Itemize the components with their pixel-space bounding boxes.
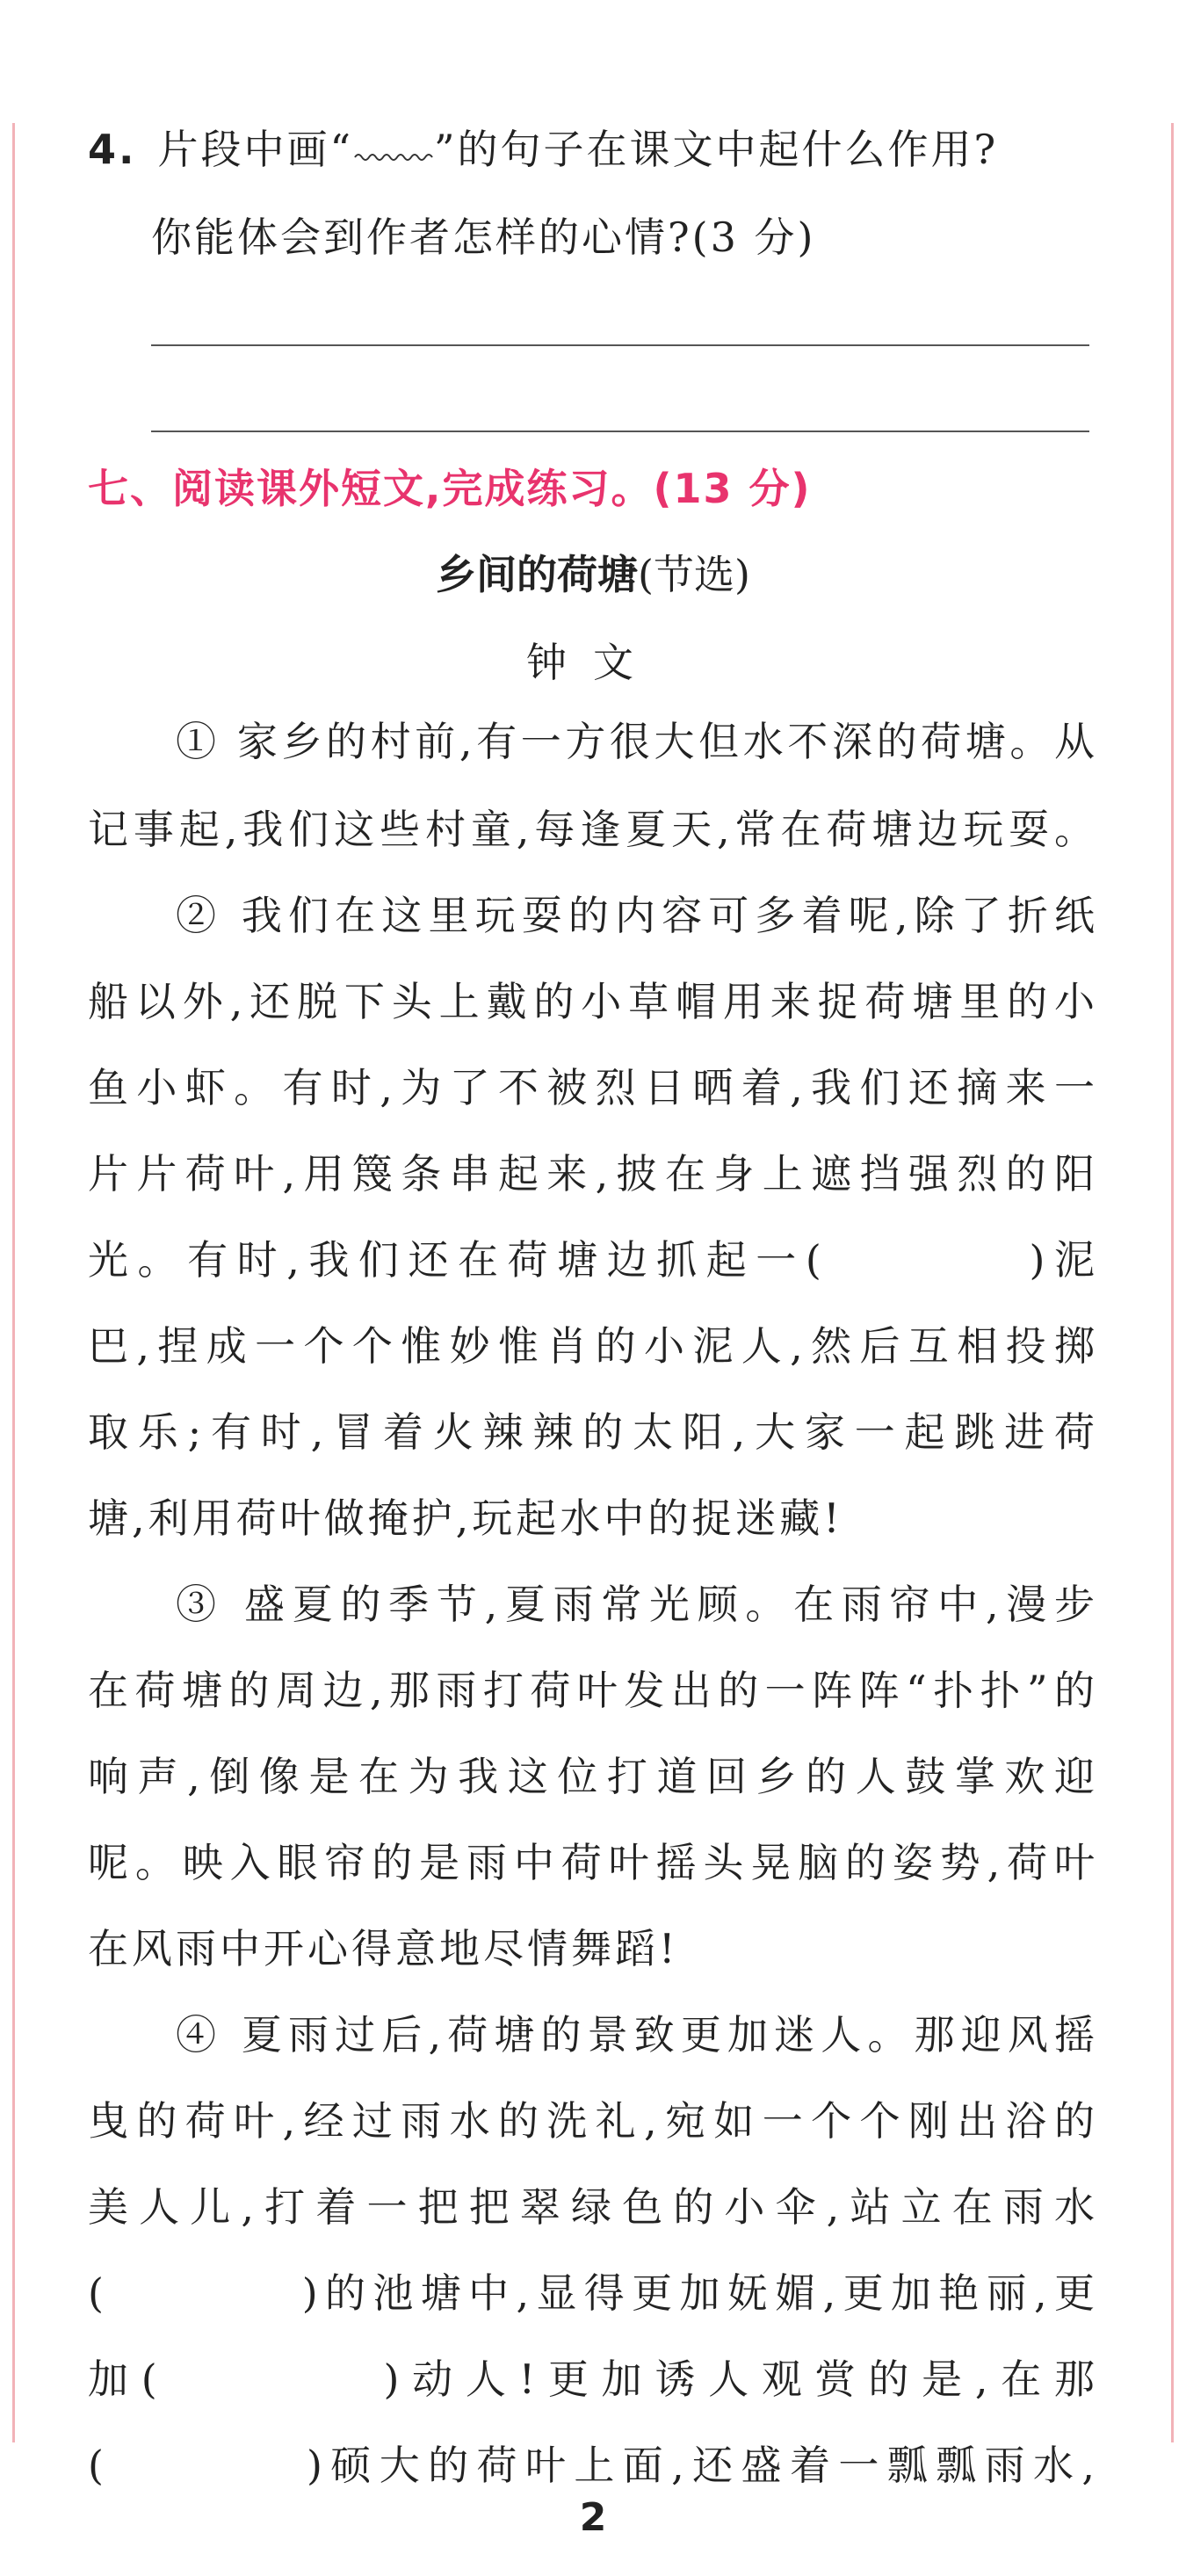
passage-line: 记事起,我们这些村童,每逢夏天,常在荷塘边玩耍。 — [88, 806, 1098, 853]
passage-line: 取乐;有时,冒着火辣辣的太阳,大家一起跳进荷 — [88, 1408, 1098, 1456]
passage-title-note: (节选) — [638, 551, 750, 598]
passage-line: 在风雨中开心得意地尽情舞蹈! — [88, 1925, 679, 1972]
question-4-line-2: 你能体会到作者怎样的心情?(3 分) — [151, 213, 816, 261]
question-4 — [88, 114, 1098, 281]
wavy-underline-icon — [353, 140, 434, 166]
passage-line-with-blank[interactable]: ( )硕大的荷叶上面,还盛着一瓢瓢雨水, — [88, 2442, 1098, 2489]
question-text-a: 片段中画“ — [157, 126, 354, 173]
passage-line-with-blank[interactable]: 加( )动人!更加诱人观赏的是,在那 — [88, 2355, 1098, 2403]
passage-line: 片片荷叶,用篾条串起来,披在身上遮挡强烈的阳 — [88, 1150, 1098, 1198]
passage-title — [0, 543, 1186, 601]
question-text-b: ”的句子在课文中起什么作用? — [434, 126, 999, 173]
passage-line: 鱼小虾。有时,为了不被烈日晒着,我们还摘来一 — [88, 1064, 1098, 1111]
passage-line: ① 家乡的村前,有一方很大但水不深的荷塘。从 — [176, 718, 1098, 765]
right-margin-line — [1171, 123, 1174, 2442]
passage-line: ③ 盛夏的季节,夏雨常光顾。在雨帘中,漫步 — [176, 1581, 1098, 1628]
passage-author: 钟文 — [526, 639, 660, 686]
passage-line: 船以外,还脱下头上戴的小草帽用来捉荷塘里的小 — [88, 978, 1098, 1025]
passage-line: 曳的荷叶,经过雨水的洗礼,宛如一个个刚出浴的 — [88, 2097, 1098, 2145]
passage-line-with-blank[interactable]: 光。有时,我们还在荷塘边抓起一( )泥 — [88, 1236, 1098, 1284]
answer-line-1[interactable] — [151, 344, 1089, 346]
passage-line-with-blank[interactable]: ( )的池塘中,显得更加妩媚,更加艳丽,更 — [88, 2269, 1098, 2317]
section-heading: 七、阅读课外短文,完成练习。(13 分) — [88, 465, 812, 512]
passage-title-text: 乡间的荷塘 — [436, 551, 639, 598]
passage-line: 塘,利用荷叶做掩护,玩起水中的捉迷藏! — [88, 1494, 843, 1542]
passage-line: ④ 夏雨过后,荷塘的景致更加迷人。那迎风摇 — [176, 2011, 1098, 2059]
passage-line: ② 我们在这里玩耍的内容可多着呢,除了折纸 — [176, 892, 1098, 939]
question-4-line-1 — [88, 105, 1098, 193]
answer-line-2[interactable] — [151, 431, 1089, 432]
question-number: 4. — [88, 126, 137, 173]
passage-line: 在荷塘的周边,那雨打荷叶发出的一阵阵“扑扑”的 — [88, 1667, 1098, 1714]
passage-line: 美人儿,打着一把把翠绿色的小伞,站立在雨水 — [88, 2183, 1098, 2231]
passage-line: 巴,捏成一个个惟妙惟肖的小泥人,然后互相投掷 — [88, 1322, 1098, 1370]
left-margin-line — [12, 123, 15, 2442]
passage-line: 呢。映入眼帘的是雨中荷叶摇头晃脑的姿势,荷叶 — [88, 1839, 1098, 1886]
page-number: 2 — [579, 2495, 607, 2540]
passage-line: 响声,倒像是在为我这位打道回乡的人鼓掌欢迎 — [88, 1753, 1098, 1800]
